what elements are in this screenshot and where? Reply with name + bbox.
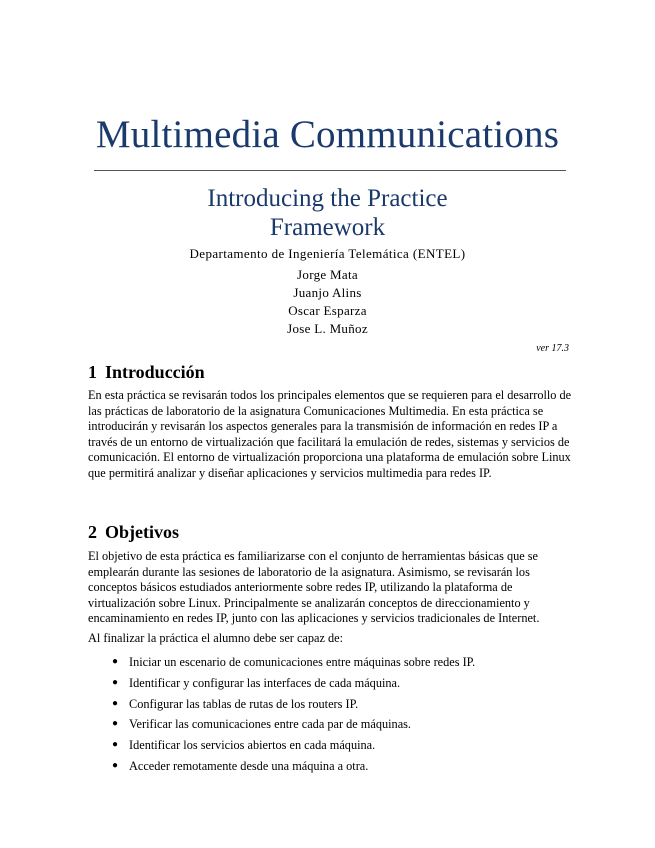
section-number: 1	[88, 362, 97, 382]
subtitle-line-2: Framework	[269, 214, 386, 241]
list-item	[88, 694, 576, 715]
bullet-icon: ●	[112, 739, 119, 751]
subtitle-line-1: Introducing the Practice	[207, 185, 448, 212]
list-item	[88, 756, 576, 777]
bullet-icon: ●	[112, 718, 119, 730]
author: Jorge Mata	[297, 267, 358, 282]
author: Jose L. Muñoz	[287, 321, 368, 336]
list-item-text: Acceder remotamente desde una máquina a otra.	[129, 758, 369, 773]
objetivos-intro-line: Al finalizar la práctica el alumno debe ser capaz de:	[88, 631, 344, 645]
author: Oscar Esparza	[288, 303, 367, 318]
introduccion-paragraph: En esta práctica se revisarán todos los principales elementos que se requieren para el desarrollo de las prácticas de laboratorio de la asignatura Comunicaciones Multimedia. En esta práctica se introducirán y revisarán los aspectos generales para la transmisión de información en redes IP a través de un entorno de virtualización que facilitará la emulación de redes, sistemas y servicios de comunicación. El entorno de virtualización proporciona una plataforma de emulación sobre Linux que permitirá analizar y diseñar aplicaciones y servicios multimedia para redes IP.	[88, 388, 572, 480]
list-item	[88, 673, 576, 694]
section-heading-objetivos	[88, 522, 179, 543]
bullet-icon: ●	[112, 697, 119, 709]
document-title: Multimedia Communications	[95, 113, 560, 156]
list-item-text: Verificar las comunicaciones entre cada par de máquinas.	[129, 717, 412, 732]
author-list	[0, 266, 655, 338]
list-item-text: Configurar las tablas de rutas de los routers IP.	[129, 696, 359, 711]
title-divider	[94, 170, 566, 171]
department: Departamento de Ingeniería Telemática (ENTEL)	[189, 246, 466, 261]
section-heading-introduccion	[88, 362, 205, 383]
bullet-icon: ●	[112, 676, 119, 688]
section-number: 2	[88, 522, 97, 542]
list-item	[88, 652, 576, 673]
objetivos-paragraph: El objetivo de esta práctica es familiarizarse con el conjunto de herramientas básicas que se emplearán durante las sesiones de laboratorio de la asignatura. Asimismo, se revisarán los conceptos básicos estudiados anteriormente sobre redes IP, utilizando la plataforma de virtualización sobre Linux. Principalmente se analizarán conceptos de direccionamiento y encaminamiento en redes IP, junto con las aplicaciones y servicios tradicionales de Internet.	[88, 549, 540, 626]
section-title: Objetivos	[105, 522, 179, 542]
document-subtitle	[0, 184, 655, 242]
bullet-icon: ●	[112, 759, 119, 771]
list-item	[88, 735, 576, 756]
objectives-list	[88, 652, 576, 777]
section-title: Introducción	[105, 362, 205, 382]
bullet-icon: ●	[112, 656, 119, 667]
list-item-text: Identificar y configurar las interfaces de cada máquina.	[129, 675, 401, 690]
list-item-text: Iniciar un escenario de comunicaciones entre máquinas sobre redes IP.	[129, 655, 476, 669]
list-item	[88, 714, 576, 735]
list-item-text: Identificar los servicios abiertos en cada máquina.	[129, 738, 376, 753]
version-label: ver 17.3	[536, 343, 569, 354]
author: Juanjo Alins	[293, 285, 362, 300]
